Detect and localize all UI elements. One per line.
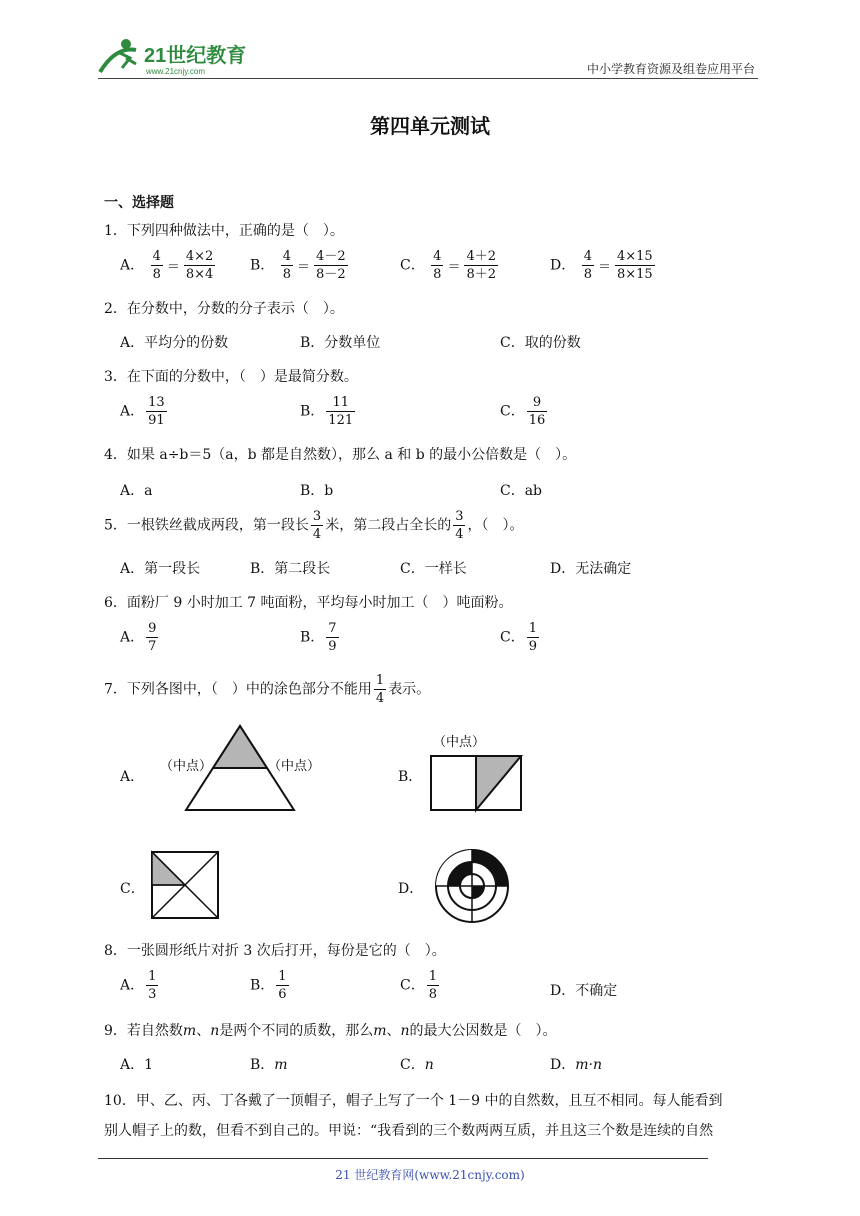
footer-divider: [98, 1158, 708, 1159]
page-title: 第四单元测试: [370, 114, 490, 138]
q4-option-b[interactable]: B．b: [300, 483, 334, 499]
q2-option-c[interactable]: C．取的份数: [500, 335, 581, 351]
q1-option-c[interactable]: C． $\frac{4}{8}$ ＝ $\frac{4+2}{8+2}$: [400, 249, 497, 282]
q1-option-d[interactable]: D． $\frac{4}{8}$ ＝ $\frac{4\times 15}{8\times 15}$: [550, 249, 653, 282]
question-6-text: 6．面粉厂 9 小时加工 7 吨面粉，平均每小时加工（ ）吨面粉。: [104, 595, 513, 611]
footer-link[interactable]: 21 世纪教育网(www.21cnjy.com): [335, 1168, 525, 1182]
q8-option-a[interactable]: A． $\frac{1}{3}$: [120, 969, 157, 1002]
q4-option-c[interactable]: C．ab: [500, 483, 543, 499]
q8-option-d[interactable]: D．不确定: [550, 983, 618, 999]
q3-option-c[interactable]: C． $\frac{9}{16}$: [500, 395, 546, 428]
q1-option-a[interactable]: A． $\frac{4}{8}$ ＝ $\frac{4\times 2}{8\times 4}$: [120, 249, 214, 282]
q4-option-a[interactable]: A．a: [120, 483, 153, 499]
q2-option-a[interactable]: A．平均分的份数: [120, 335, 229, 351]
question-7-text: 7．下列各图中，（ ）中的涂色部分不能用 $\frac{1}{4}$ 表示。: [104, 673, 431, 706]
q7-option-b[interactable]: B．: [398, 769, 423, 785]
question-5-text: 5．一根铁丝截成两段，第一段长 $\frac{3}{4}$ 米，第二段占全长的 $\frac{3}{4}$ ，（ ）。: [104, 509, 524, 542]
q2-option-b[interactable]: B．分数单位: [300, 335, 381, 351]
q8-option-b[interactable]: B． $\frac{1}{6}$: [250, 969, 287, 1002]
question-10-line-2: 别人帽子上的数，但看不到自己的。甲说：“我看到的三个数两两互质，并且这三个数是连续的自然: [104, 1123, 714, 1139]
question-4-text: 4．如果 a÷b＝5（a，b 都是自然数），那么 a 和 b 的最小公倍数是（ ）。: [104, 447, 577, 463]
q6-option-a[interactable]: A． $\frac{9}{7}$: [120, 621, 157, 654]
q6-option-b[interactable]: B． $\frac{7}{9}$: [300, 621, 337, 654]
logo-text: 21世纪教育: [144, 45, 247, 67]
q1-option-b[interactable]: B． $\frac{4}{8}$ ＝ $\frac{4-2}{8-2}$: [250, 249, 346, 282]
section-heading: 一、选择题: [104, 195, 174, 211]
q7-option-c[interactable]: C．: [120, 881, 145, 897]
header-divider: [98, 78, 758, 79]
q7-option-a[interactable]: A．: [120, 769, 145, 785]
q7-figure-a: [150, 722, 330, 814]
q5-option-b[interactable]: B．第二段长: [250, 561, 331, 577]
midpoint-label: （中点）: [433, 735, 486, 750]
q3-option-b[interactable]: B． $\frac{11}{121}$: [300, 395, 354, 428]
option-label: C．: [400, 257, 425, 274]
midpoint-label: （中点）: [160, 759, 213, 774]
q8-option-c[interactable]: C． $\frac{1}{8}$: [400, 969, 437, 1002]
q9-option-c[interactable]: C．n: [400, 1057, 434, 1073]
q7-figure-b: [425, 730, 535, 814]
option-label: D．: [550, 257, 576, 274]
q3-option-a[interactable]: A． $\frac{13}{91}$: [120, 395, 165, 428]
option-label: A．: [120, 257, 145, 274]
q7-figure-d: [432, 848, 512, 924]
q9-option-a[interactable]: A．1: [120, 1057, 154, 1073]
q9-option-d[interactable]: D．m·n: [550, 1057, 602, 1073]
q5-option-d[interactable]: D．无法确定: [550, 561, 632, 577]
q7-option-d[interactable]: D．: [398, 881, 424, 897]
header-platform-text: 中小学教育资源及组卷应用平台: [586, 62, 755, 76]
q5-option-c[interactable]: C．一样长: [400, 561, 467, 577]
question-9-text: 9．若自然数m、n是两个不同的质数，那么m、n的最大公因数是（ ）。: [104, 1023, 557, 1039]
option-label: B．: [250, 257, 275, 274]
question-10-line-1: 10．甲、乙、丙、丁各戴了一顶帽子，帽子上写了一个 1－9 中的自然数，且互不相同。每人能看到: [104, 1093, 723, 1109]
question-1-text: 1．下列四种做法中，正确的是（ ）。: [104, 223, 344, 239]
midpoint-label: （中点）: [268, 759, 321, 774]
logo: [96, 36, 256, 80]
q7-figure-c: [150, 850, 222, 920]
q9-option-b[interactable]: B．m: [250, 1057, 288, 1073]
logo-url: www.21cnjy.com: [146, 67, 205, 76]
question-2-text: 2．在分数中，分数的分子表示（ ）。: [104, 301, 344, 317]
q6-option-c[interactable]: C． $\frac{1}{9}$: [500, 621, 537, 654]
question-8-text: 8．一张圆形纸片对折 3 次后打开，每份是它的（ ）。: [104, 943, 446, 959]
question-3-text: 3．在下面的分数中，（ ）是最简分数。: [104, 369, 358, 385]
q5-option-a[interactable]: A．第一段长: [120, 561, 201, 577]
